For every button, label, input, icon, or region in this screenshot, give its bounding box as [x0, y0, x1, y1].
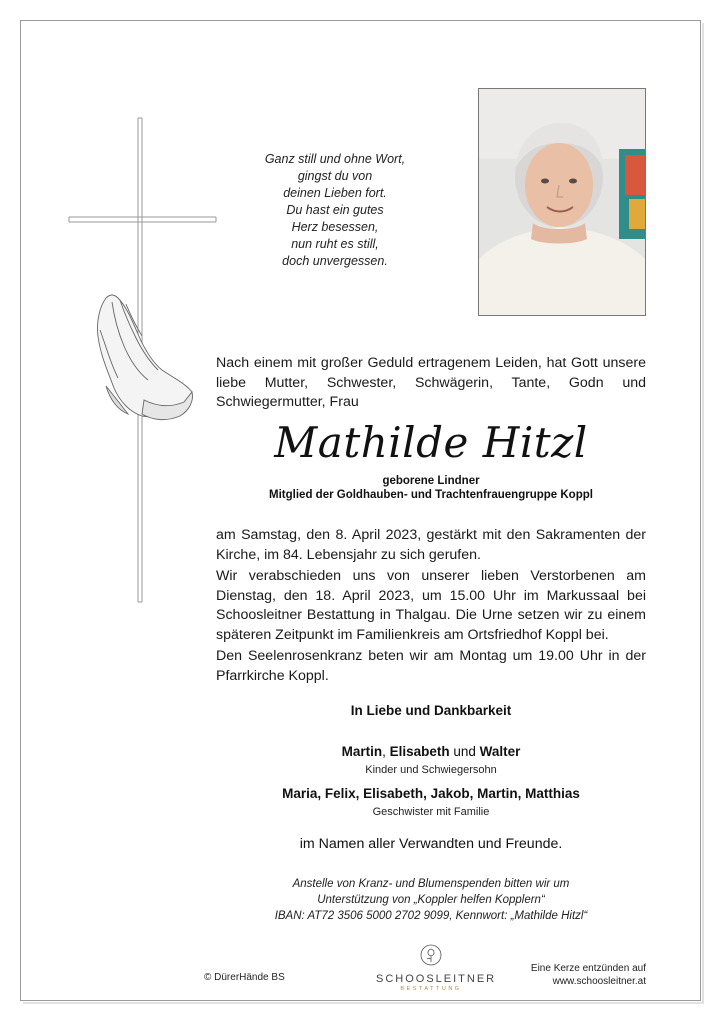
name-separator: und [449, 744, 480, 759]
farewell-details: Wir verabschieden uns von unserer lieben Verstorbenen am Dienstag, den 18. April 2023, um 15.00 Uhr im Markussaal bei Schoosleitner Bestattung in Thalgau. Die Urne setzen wir zu einem späteren Zeitpunkt im Familienkreis am Ortsfriedhof Koppl bei. [216, 568, 646, 643]
family-group-2-relation: Geschwister mit Familie [372, 806, 490, 818]
poem-line: doch unvergessen. [282, 254, 388, 268]
company-logo [376, 944, 497, 992]
family-member: Elisabeth [389, 744, 450, 759]
donation-line: Anstelle von Kranz- und Blumenspenden bitten wir um [292, 878, 570, 890]
family-group-1-relation: Kinder und Schwiegersohn [365, 764, 497, 776]
obituary-body [216, 526, 646, 688]
donation-line: Unterstützung von „Koppler helfen Kopplern“ [317, 894, 545, 906]
membership: Mitglied der Goldhauben- und Trachtenfrauengruppe Koppl [269, 489, 593, 501]
name-separator: , [382, 744, 390, 759]
family-member: Walter [479, 744, 521, 759]
poem-line: Herz besessen, [291, 220, 379, 234]
praying-hands-icon [97, 295, 192, 420]
family-group-1 [216, 744, 646, 759]
logo-name: SCHOOSLEITNER [376, 973, 497, 985]
signoff: In Liebe und Dankbarkeit [350, 703, 512, 718]
candle-link-block [500, 962, 646, 988]
donation-iban: IBAN: AT72 3506 5000 2702 9099, Kennwort: „Mathilde Hitzl“ [274, 910, 588, 922]
death-notice: am Samstag, den 8. April 2023, gestärkt mit den Sakramenten der Kirche, im 84. Lebensjahr zu sich gerufen. [216, 527, 646, 563]
poem-line: nun ruht es still, [291, 237, 379, 251]
closing-line: im Namen aller Verwandten und Freunde. [299, 836, 563, 852]
poem [240, 151, 430, 270]
donation-note [216, 876, 646, 924]
portrait-photo [478, 88, 646, 316]
poem-line: Du hast ein gutes [286, 203, 384, 217]
copyright: © DürerHände BS [204, 972, 285, 983]
poem-line: deinen Lieben fort. [283, 186, 387, 200]
candle-text: Eine Kerze entzünden auf [530, 963, 646, 974]
deceased-name: Mathilde Hitzl [274, 418, 588, 467]
poem-line: Ganz still und ohne Wort, [264, 152, 406, 166]
website-link[interactable]: www.schoosleitner.at [552, 976, 646, 987]
logo-subtitle: BESTATTUNG [400, 986, 462, 992]
family-member: Martin [341, 744, 383, 759]
rose-icon [420, 944, 442, 966]
birth-name: geborene Lindner [382, 475, 480, 487]
poem-line: gingst du von [297, 169, 373, 183]
portrait-illustration [479, 89, 645, 315]
cross-praying-hands-illustration [66, 116, 222, 606]
intro-paragraph: Nach einem mit großer Geduld ertragenem Leiden, hat Gott unsere liebe Mutter, Schwester, Schwägerin, Tante, Godn und Schwiegermutter, Frau [216, 355, 646, 410]
family-group-2: Maria, Felix, Elisabeth, Jakob, Martin, Matthias [282, 786, 580, 801]
rosary-details: Den Seelenrosenkranz beten wir am Montag um 19.00 Uhr in der Pfarrkirche Koppl. [216, 648, 646, 684]
